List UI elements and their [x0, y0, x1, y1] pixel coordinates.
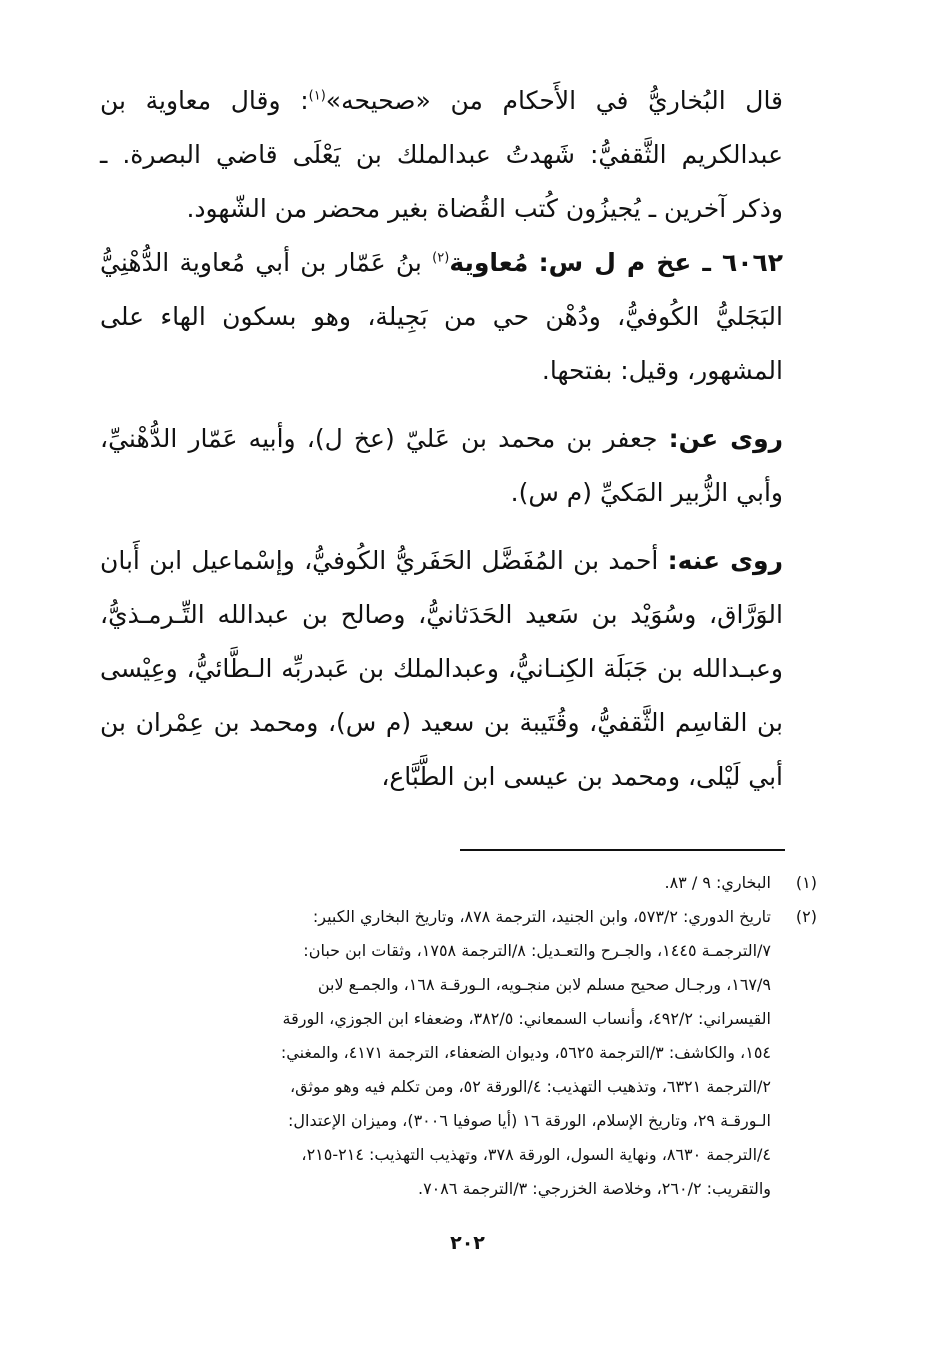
main-text	[100, 74, 817, 804]
entry-name: مُعاوية	[449, 248, 529, 277]
narrated-from-label: روى عن:	[668, 424, 783, 453]
paragraph-bukhari	[100, 74, 817, 236]
footnote-ref-1: (١)	[308, 88, 326, 104]
entry-header	[100, 236, 817, 398]
narrated-from-text: جعفر بن محمد بن عَليّ (عخ ل)، وأبيه عَمّار الدُّهْنيِّ، وأبي الزُّبير المَكيِّ (م س).	[100, 424, 783, 507]
footnote-line: ١٥٤، والكاشف: ٣/الترجمة ٥٦٢٥، وديوان الضعفاء، الترجمة ٤١٧١، والمغني:	[280, 1043, 771, 1062]
footnote-line: القيسراني: ٤٩٢/٢، وأنساب السمعاني: ٣٨٢/٥، وضعفاء ابن الجوزي، الورقة	[282, 1009, 771, 1028]
footnote-divider	[460, 849, 785, 851]
footnote-number: (١)	[795, 873, 817, 892]
footnote-line: الـورقـة ٢٩، وتاريخ الإسلام، الورقة ١٦ (أيا صوفيا ٣٠٠٦)، وميزان الإعتدال:	[288, 1111, 771, 1130]
footnotes	[86, 866, 817, 1206]
footnote-2	[86, 900, 817, 1206]
footnote-line: البخاري: ٩ / ٨٣.	[664, 873, 771, 892]
entry-text: بنُ عَمّار بن أبي مُعاوية الدُّهْنِيُّ البَجَليُّ الكُوفيُّ، ودُهْن حي من بَجِيلة، وهو بسكون الهاء على المشهور، وقيل: بفتحها.	[100, 248, 783, 385]
footnote-line: ٤/الترجمة ٨٦٣٠، ونهاية السول، الورقة ٣٧٨، وتهذيب التهذيب: ٢١٤-٢١٥،	[301, 1145, 771, 1164]
narrated-by-label: روى عنه:	[667, 546, 783, 575]
footnote-number: (٢)	[795, 907, 817, 926]
footnote-line: والتقريب: ٢٦٠/٢، وخلاصة الخزرجي: ٣/الترجمة ٧٠٨٦.	[417, 1179, 771, 1198]
page-number: ٢٠٢	[450, 1232, 485, 1254]
paragraph-bukhari-text: قال البُخاريُّ في الأَحكام من «صحيحه»	[325, 86, 784, 115]
footnote-ref-2: (٢)	[432, 250, 450, 266]
narrated-by-text: أحمد بن المُفَضَّل الحَفَريُّ الكُوفيُّ، وإسْماعيل ابن أَبان الوَرَّاق، وسُوَيْد بن سَعيد الحَدَثانيُّ، وصالح بن عبدالله التِّـرمـذيُّ، وعبـدالله بن جَبَلَة الكِنـانيُّ، وعبدالملك بن عَبدربِّه الـطَّائيُّ، وعِيْسى بن القاسِم الثَّقفيُّ، وقُتَيبة بن سعيد (م س)، ومحمد بن عِمْران بن أبي لَيْلى، ومحمد بن عيسى ابن الطَّبَّاع،	[100, 546, 783, 791]
footnote-line: تاريخ الدوري: ٥٧٣/٢، وابن الجنيد، الترجمة ٨٧٨، وتاريخ البخاري الكبير:	[312, 907, 771, 926]
narrated-from	[100, 412, 817, 520]
footnote-1	[86, 866, 817, 900]
footnote-line: ٧/الترجمـة ١٤٤٥، والجـرح والتعـديل: ٨/الترجمة ١٧٥٨، وثقات ابن حبان:	[303, 941, 771, 960]
narrated-by	[100, 534, 817, 804]
paragraph-bukhari-text-cont: : وقال معاوية بن عبدالكريم الثَّقفيُّ: شَهدتُ عبدالملك بن يَعْلَى قاضي البصرة. ـ وذكر آخرين ـ يُجيزُون كُتب القُضاة بغير محضر من الشّهود.	[100, 86, 783, 223]
entry-number: ٦٠٦٢ ـ عخ م ل س:	[538, 248, 784, 277]
footnote-line: ١٦٧/٩، ورجـال صحيح مسلم لابن منجـويه، الـورقـة ١٦٨، والجمـع لابن	[317, 975, 771, 994]
footnote-line: ٢/الترجمة ٦٣٢١، وتذهيب التهذيب: ٤/الورقة ٥٢، ومن تكلم فيه وهو موثق،	[290, 1077, 771, 1096]
